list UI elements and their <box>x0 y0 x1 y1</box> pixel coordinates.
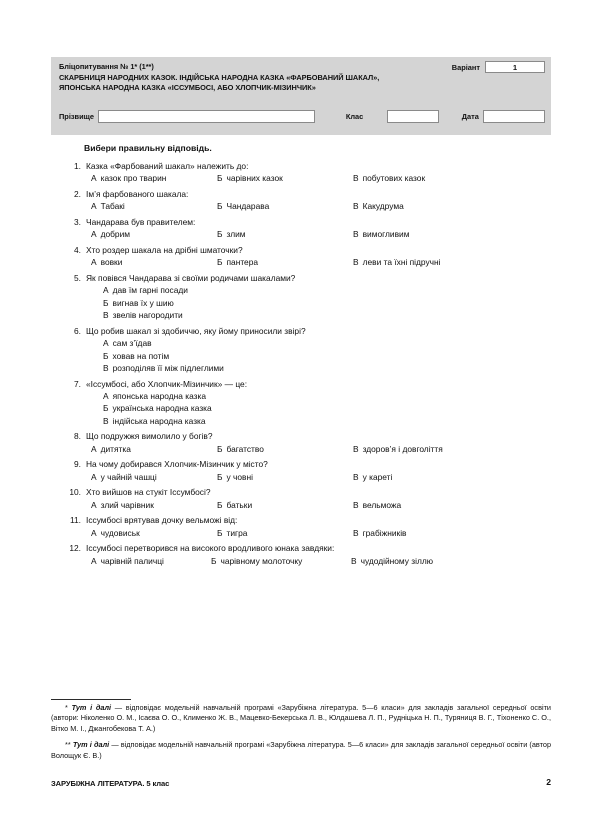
question-number: 12. <box>69 543 81 554</box>
answer-option-letter: В <box>103 415 109 426</box>
answer-option[interactable] <box>353 228 538 240</box>
footnote-marker: * <box>65 703 68 712</box>
answer-option-letter: В <box>103 310 109 321</box>
question-text: На чому добирався Хлопчик-Мізинчик у місто? <box>86 459 268 470</box>
class-input[interactable] <box>387 110 439 123</box>
question-item <box>68 486 538 511</box>
footnote-text: — відповідає модельній навчальній програмі «Зарубіжна література. 5—6 класи» для закладів загальної середньої освіти (автор Волощук Є. В.) <box>51 740 552 760</box>
quiz-label: Бліцопитування № 1* (1**) <box>59 62 154 71</box>
answer-option-letter: А <box>91 555 97 566</box>
answer-option[interactable] <box>217 228 353 240</box>
answer-option-letter: В <box>103 363 109 374</box>
answer-option-letter: Б <box>211 555 217 566</box>
answer-options-column <box>68 337 538 374</box>
question-head <box>68 458 538 470</box>
answer-option[interactable] <box>217 172 353 184</box>
answer-option[interactable] <box>91 499 217 511</box>
answer-option-text: чарівному молоточку <box>220 555 303 566</box>
answer-option[interactable] <box>103 297 538 309</box>
question-number: 10. <box>69 487 81 498</box>
answer-option-letter: В <box>353 499 359 510</box>
answer-option[interactable] <box>217 527 353 539</box>
answer-option-text: казок про тварин <box>100 173 167 184</box>
answer-option-text: чудовиськ <box>100 527 140 538</box>
answer-option-text: грабіжників <box>362 527 407 538</box>
answer-option[interactable] <box>353 443 538 455</box>
answer-option[interactable] <box>103 284 538 296</box>
answer-option[interactable] <box>217 256 353 268</box>
question-item <box>68 514 538 539</box>
question-number: 8. <box>74 431 81 442</box>
answer-option[interactable] <box>353 172 538 184</box>
answer-option-text: дитятка <box>100 443 131 454</box>
answer-options-column <box>68 390 538 427</box>
question-head <box>68 325 538 337</box>
answer-option[interactable] <box>353 200 538 212</box>
answer-option-text: у чайній чашці <box>100 471 157 482</box>
question-item <box>68 216 538 241</box>
answer-option[interactable] <box>91 527 217 539</box>
answer-options-row <box>68 527 538 539</box>
question-text: Що робив шакал зі здобиччю, яку йому приносили звірі? <box>86 325 306 336</box>
answer-option-text: Какудрума <box>362 201 404 212</box>
question-number: 4. <box>74 245 81 255</box>
answer-option-letter: А <box>91 173 97 184</box>
quiz-header-box <box>51 57 551 135</box>
answer-option-letter: В <box>351 555 357 566</box>
answer-option-letter: В <box>353 443 359 454</box>
answer-option[interactable] <box>353 499 538 511</box>
answer-option-letter: В <box>353 471 359 482</box>
question-item <box>68 378 538 428</box>
variant-label: Варіант <box>451 62 480 72</box>
question-head <box>68 160 538 172</box>
question-number: 3. <box>74 217 81 227</box>
question-text: Іссумбосі врятував дочку вельможі від: <box>86 515 238 526</box>
page-number: 2 <box>546 777 551 787</box>
answer-option-letter: Б <box>217 201 223 212</box>
answer-option-letter: А <box>91 257 97 268</box>
answer-option[interactable] <box>103 402 538 414</box>
footnote-emphasis: Тут і далі <box>71 703 112 712</box>
answer-options-row <box>68 471 538 483</box>
answer-option-text: розподіляв її між підлеглими <box>112 363 224 374</box>
question-number: 7. <box>74 378 81 389</box>
surname-label: Прізвище <box>59 112 94 121</box>
answer-option-letter: В <box>353 201 359 212</box>
question-number: 9. <box>74 459 81 470</box>
question-item <box>68 160 538 185</box>
answer-option-text: Табакі <box>100 201 125 212</box>
answer-option-letter: В <box>353 257 359 268</box>
answer-option-letter: А <box>91 471 97 482</box>
answer-options-row <box>68 228 538 240</box>
variant-value-field[interactable]: 1 <box>485 61 545 73</box>
answer-option-text: пантера <box>226 257 259 268</box>
answer-option-letter: Б <box>217 229 223 240</box>
answer-options-row <box>68 555 538 567</box>
answer-option-text: тигра <box>226 527 248 538</box>
answer-option-text: індійська народна казка <box>112 415 206 426</box>
answer-option-text: вовки <box>100 257 123 268</box>
answer-option-text: у човні <box>226 471 253 482</box>
question-number: 6. <box>74 325 81 336</box>
answer-option-text: чудодійному зіллю <box>360 555 434 566</box>
answer-option-letter: В <box>353 173 359 184</box>
answer-option-letter: Б <box>103 403 109 414</box>
footnote-marker: ** <box>65 740 71 750</box>
answer-option[interactable] <box>217 200 353 212</box>
answer-option-letter: Б <box>217 471 223 482</box>
date-label: Дата <box>461 112 479 121</box>
answer-option[interactable] <box>353 256 538 268</box>
instruction-text: Вибери правильну відповідь. <box>84 143 212 153</box>
answer-option[interactable] <box>217 443 353 455</box>
question-text: «Іссумбосі, або Хлопчик-Мізинчик» — це: <box>86 378 248 389</box>
answer-option-letter: А <box>91 499 97 510</box>
variant-group <box>452 61 545 73</box>
answer-option-text: леви та їхні підручні <box>362 257 441 268</box>
question-head <box>68 188 538 200</box>
question-text: Казка «Фарбований шакал» належить до: <box>86 161 249 171</box>
answer-option[interactable] <box>91 200 217 212</box>
question-number: 2. <box>74 189 81 199</box>
answer-option-text: батьки <box>226 499 253 510</box>
answer-options-column <box>68 284 538 321</box>
answer-option-text: японська народна казка <box>112 391 206 402</box>
question-text: Хто роздер шакала на дрібні шматочки? <box>86 245 243 255</box>
answer-option-letter: Б <box>217 257 223 268</box>
footnote-emphasis: Тут і далі <box>72 740 110 750</box>
footnote-block <box>51 703 551 767</box>
answer-option[interactable] <box>217 499 353 511</box>
answer-option-text: вимогливим <box>362 229 410 240</box>
answer-option-letter: А <box>91 443 97 454</box>
answer-option-letter: Б <box>103 297 109 308</box>
question-item <box>68 325 538 375</box>
answer-option[interactable] <box>91 471 217 483</box>
question-text: Що подружжя вимолило у богів? <box>86 431 213 442</box>
question-number: 5. <box>74 273 81 283</box>
question-number: 1. <box>74 161 81 171</box>
answer-option[interactable] <box>353 471 538 483</box>
answer-option-letter: А <box>103 285 109 296</box>
answer-option-letter: Б <box>103 350 109 361</box>
answer-option[interactable] <box>91 228 217 240</box>
answer-option-letter: А <box>103 338 109 349</box>
answer-option-text: звелів нагородити <box>112 310 183 321</box>
answer-option[interactable] <box>103 337 538 349</box>
quiz-title-line-2: ЯПОНСЬКА НАРОДНА КАЗКА «ІССУМБОСІ, АБО ХЛОПЧИК-МІЗИНЧИК» <box>59 83 316 93</box>
student-info-row <box>59 110 545 123</box>
answer-option-text: Чандарава <box>226 201 270 212</box>
question-item <box>68 542 538 567</box>
answer-option-text: добрим <box>100 229 131 240</box>
question-head <box>68 244 538 256</box>
question-head <box>68 378 538 390</box>
question-item <box>68 272 538 322</box>
question-item <box>68 244 538 269</box>
answer-option-text: дав їм гарні посади <box>112 285 188 296</box>
answer-option[interactable] <box>103 309 538 321</box>
class-label: Клас <box>345 112 364 121</box>
question-text: Хто вийшов на стукіт Іссумбосі? <box>86 487 211 498</box>
footer-book-title: ЗАРУБІЖНА ЛІТЕРАТУРА. 5 клас <box>51 779 170 788</box>
answer-option[interactable] <box>103 350 538 362</box>
question-head <box>68 486 538 498</box>
answer-option[interactable] <box>103 390 538 402</box>
question-head <box>68 542 538 554</box>
answer-option-letter: А <box>91 527 97 538</box>
answer-options-row <box>68 172 538 184</box>
answer-option[interactable] <box>91 555 211 567</box>
answer-option-text: вигнав їх у шию <box>112 297 174 308</box>
question-text: Як повівся Чандарава зі своїми родичами шакалами? <box>86 273 296 283</box>
question-head <box>68 272 538 284</box>
answer-options-row <box>68 200 538 212</box>
answer-option[interactable] <box>211 555 351 567</box>
answer-option[interactable] <box>91 443 217 455</box>
answer-option[interactable] <box>103 415 538 427</box>
footnote-divider <box>51 699 131 700</box>
answer-option[interactable] <box>91 172 217 184</box>
answer-option[interactable] <box>217 471 353 483</box>
answer-option-letter: А <box>91 229 97 240</box>
question-list <box>68 160 538 570</box>
footnote-text: — відповідає модельній навчальній програмі «Зарубіжна література. 5—6 класи» для закладів загальної середньої освіти (автори: Ніколенко О. М., Ісаєва О. О., Клименко Ж. В., Мацевко-Бекерська Л. В., Юлдашева Л. П., Рудніцька Н. П., Туряниця В. Г., Тіхоненко С. О., Вітко М. І., Джангобекова Т. А.) <box>51 703 551 733</box>
question-head <box>68 514 538 526</box>
answer-option[interactable] <box>91 256 217 268</box>
answer-option-text: побутових казок <box>362 173 426 184</box>
question-number: 11. <box>69 515 81 526</box>
answer-option-letter: В <box>353 229 359 240</box>
answer-option-text: багатство <box>226 443 264 454</box>
answer-option-letter: Б <box>217 443 223 454</box>
answer-option[interactable] <box>351 555 538 567</box>
answer-option-text: чарівних казок <box>226 173 283 184</box>
footnote <box>51 703 551 734</box>
question-head <box>68 430 538 442</box>
question-item <box>68 188 538 213</box>
answer-option-letter: В <box>353 527 359 538</box>
quiz-title-line-1: СКАРБНИЦЯ НАРОДНИХ КАЗОК. ІНДІЙСЬКА НАРОДНА КАЗКА «ФАРБОВАНИЙ ШАКАЛ», <box>59 72 380 82</box>
answer-option-letter: Б <box>217 499 223 510</box>
answer-option-text: чарівній паличці <box>100 555 164 566</box>
answer-option-text: здоров’я і довголіття <box>362 443 443 454</box>
question-item <box>68 458 538 483</box>
answer-option-letter: А <box>103 391 109 402</box>
answer-option-letter: Б <box>217 527 223 538</box>
question-item <box>68 430 538 455</box>
question-head <box>68 216 538 228</box>
question-text: Іссумбосі перетворився на високого вродливого юнака завдяки: <box>86 543 335 554</box>
answer-option-letter: А <box>91 201 97 212</box>
answer-options-row <box>68 443 538 455</box>
answer-option[interactable] <box>353 527 538 539</box>
answer-option-text: ховав на потім <box>112 350 170 361</box>
answer-option[interactable] <box>103 362 538 374</box>
answer-option-text: злий чарівник <box>100 499 154 510</box>
answer-options-row <box>68 499 538 511</box>
answer-option-text: у кареті <box>362 471 393 482</box>
date-input[interactable] <box>483 110 545 123</box>
answer-option-text: вельможа <box>362 499 402 510</box>
answer-option-letter: Б <box>217 173 223 184</box>
surname-input[interactable] <box>98 110 315 123</box>
answer-option-text: українська народна казка <box>112 403 212 414</box>
question-text: Ім’я фарбованого шакала: <box>86 189 189 199</box>
question-text: Чандарава був правителем: <box>86 217 196 227</box>
answer-options-row <box>68 256 538 268</box>
answer-option-text: злим <box>226 229 246 240</box>
footnote <box>51 740 551 761</box>
answer-option-text: сам з’їдав <box>112 338 152 349</box>
